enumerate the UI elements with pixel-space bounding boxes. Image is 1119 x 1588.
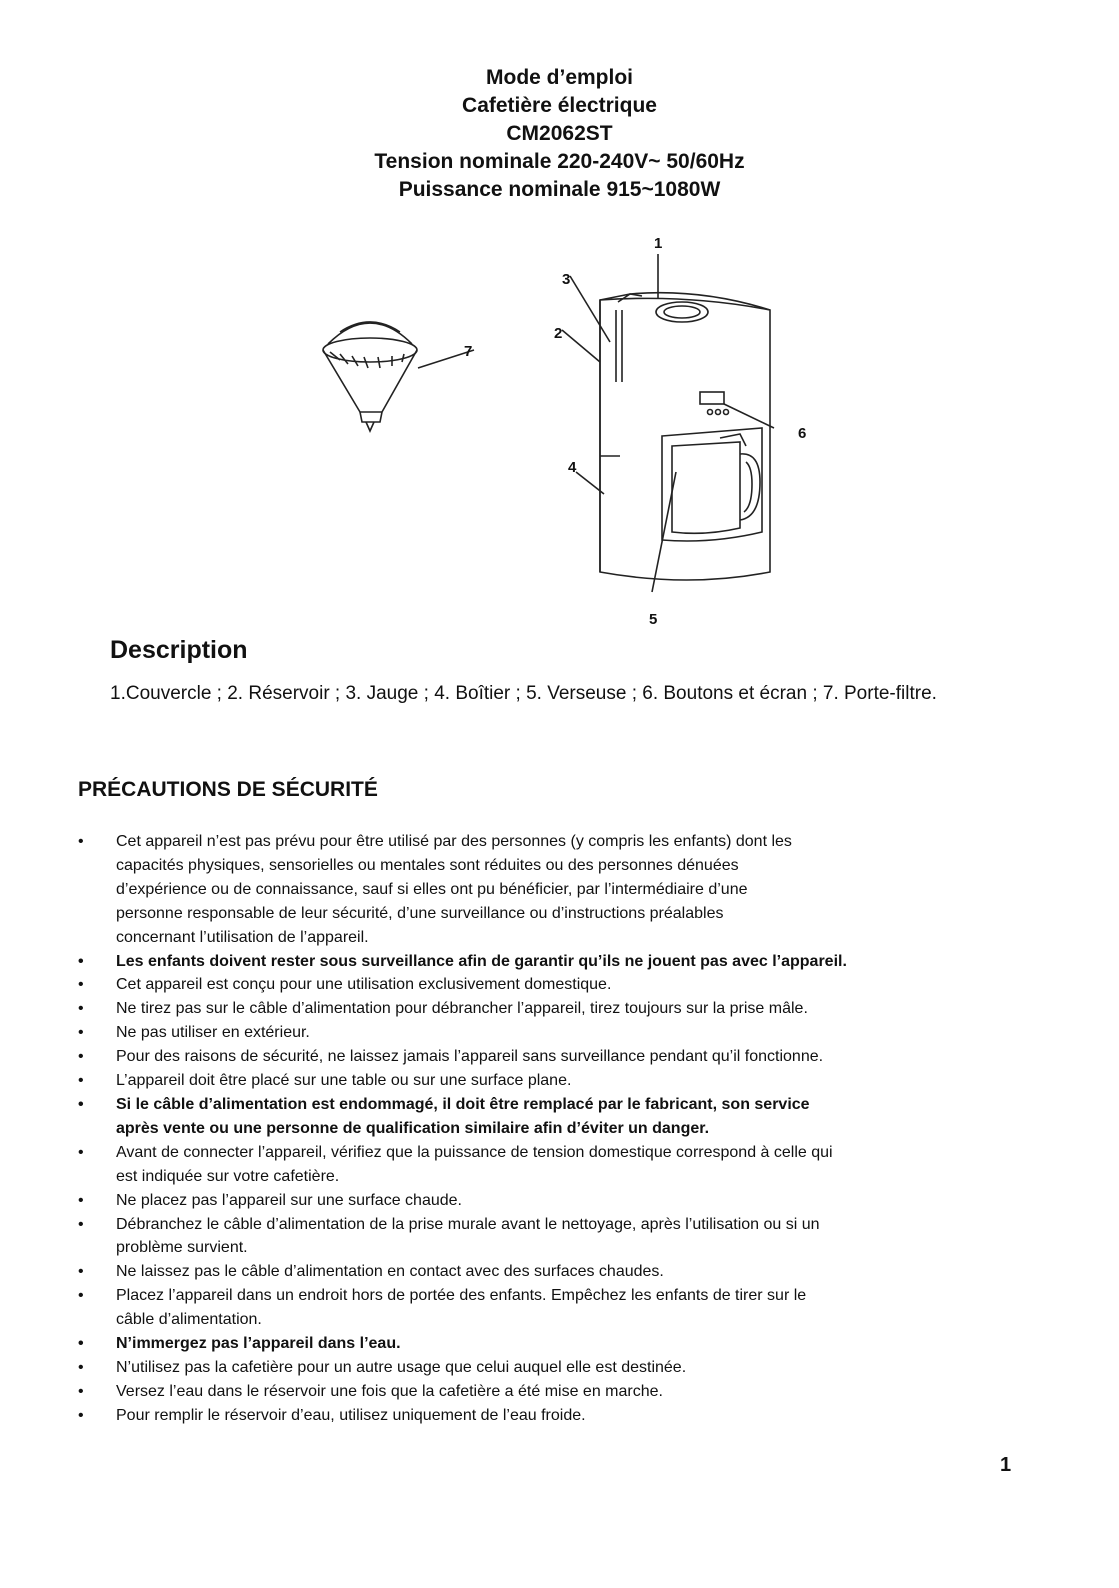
coffee-maker-body-drawing bbox=[600, 293, 770, 580]
safety-item bbox=[76, 830, 1046, 950]
safety-item-line: • Avant de connecter l’appareil, vérifiez que la puissance de tension domestique correspond à celle qui bbox=[116, 1143, 833, 1161]
safety-item-line: • Les enfants doivent rester sous surveillance afin de garantir qu’ils ne jouent pas avec l’appareil. bbox=[116, 952, 847, 970]
safety-item-line: • Pour remplir le réservoir d’eau, utilisez uniquement de l’eau froide. bbox=[116, 1406, 586, 1424]
safety-item-line: • Ne tirez pas sur le câble d’alimentation pour débrancher l’appareil, tirez toujours sur la prise mâle. bbox=[116, 1000, 808, 1018]
header-product: Cafetière électrique bbox=[462, 94, 657, 117]
callout-5: 5 bbox=[649, 611, 658, 628]
safety-item bbox=[76, 1093, 1046, 1141]
safety-item bbox=[76, 1356, 1046, 1380]
header-title: Mode d’emploi bbox=[486, 66, 633, 89]
safety-item-line: • N’immergez pas l’appareil dans l’eau. bbox=[116, 1335, 401, 1353]
safety-item bbox=[76, 1189, 1046, 1213]
coffee-maker-diagram bbox=[300, 232, 840, 632]
safety-item bbox=[76, 1260, 1046, 1284]
safety-item bbox=[76, 1141, 1046, 1189]
page-number: 1 bbox=[1000, 1454, 1012, 1476]
safety-item bbox=[76, 1284, 1046, 1332]
safety-item-line: • L’appareil doit être placé sur une table ou sur une surface plane. bbox=[116, 1072, 572, 1090]
safety-item bbox=[76, 1404, 1046, 1428]
safety-item-line: problème survient. bbox=[116, 1239, 248, 1257]
safety-item-line: • Ne placez pas l’appareil sur une surface chaude. bbox=[116, 1191, 462, 1209]
safety-item-line: • Débranchez le câble d’alimentation de la prise murale avant le nettoyage, après l’utilisation ou si un bbox=[116, 1215, 820, 1233]
header-power: Puissance nominale 915~1080W bbox=[398, 178, 721, 201]
callout-7: 7 bbox=[464, 343, 473, 360]
safety-item bbox=[76, 973, 1046, 997]
document-header bbox=[0, 64, 1119, 204]
description-heading: Description bbox=[110, 636, 248, 664]
callout-3: 3 bbox=[562, 271, 571, 288]
description-text: 1.Couvercle ; 2. Réservoir ; 3. Jauge ; 4. Boîtier ; 5. Verseuse ; 6. Boutons et écran ; 7. Porte-filtre. bbox=[110, 683, 937, 704]
safety-item-line: • N’utilisez pas la cafetière pour un autre usage que celui auquel elle est destinée. bbox=[116, 1358, 687, 1376]
safety-item-line: concernant l’utilisation de l’appareil. bbox=[116, 928, 369, 946]
filter-holder-drawing bbox=[323, 322, 417, 431]
safety-item-line: • Placez l’appareil dans un endroit hors de portée des enfants. Empêchez les enfants de tirer sur le bbox=[116, 1287, 807, 1305]
safety-item-line: • Cet appareil n’est pas prévu pour être utilisé par des personnes (y compris les enfants) dont les bbox=[116, 833, 792, 850]
safety-item-line: d’expérience ou de connaissance, sauf si elles ont pu bénéficier, par l’intermédiaire d’une bbox=[116, 880, 748, 898]
safety-item-line: • Cet appareil est conçu pour une utilisation exclusivement domestique. bbox=[116, 976, 612, 994]
safety-item-line: est indiquée sur votre cafetière. bbox=[116, 1167, 340, 1185]
safety-heading: PRÉCAUTIONS DE SÉCURITÉ bbox=[78, 778, 378, 801]
safety-item-line: • Ne pas utiliser en extérieur. bbox=[116, 1024, 310, 1042]
safety-item bbox=[76, 1045, 1046, 1069]
safety-item bbox=[76, 997, 1046, 1021]
safety-item bbox=[76, 1021, 1046, 1045]
safety-item-line: personne responsable de leur sécurité, d’une surveillance ou d’instructions préalables bbox=[116, 904, 724, 922]
callout-2: 2 bbox=[554, 325, 563, 342]
header-voltage: Tension nominale 220-240V~ 50/60Hz bbox=[374, 150, 745, 173]
safety-item-line: • Ne laissez pas le câble d’alimentation en contact avec des surfaces chaudes. bbox=[116, 1263, 664, 1281]
coffee-maker-illustration bbox=[300, 232, 840, 632]
safety-item bbox=[76, 1380, 1046, 1404]
safety-item bbox=[76, 1213, 1046, 1261]
safety-item-line: • Pour des raisons de sécurité, ne laissez jamais l’appareil sans surveillance pendant qu’il fonctionne. bbox=[116, 1048, 824, 1066]
callout-4: 4 bbox=[568, 459, 577, 476]
callout-1: 1 bbox=[654, 235, 663, 252]
safety-item bbox=[76, 1332, 1046, 1356]
safety-list bbox=[76, 830, 1046, 1428]
safety-item bbox=[76, 1069, 1046, 1093]
safety-item bbox=[76, 950, 1046, 974]
safety-item-line: • Si le câble d’alimentation est endommagé, il doit être remplacé par le fabricant, son service bbox=[116, 1095, 810, 1113]
safety-item-line: câble d’alimentation. bbox=[116, 1311, 262, 1329]
header-model: CM2062ST bbox=[506, 122, 613, 145]
safety-item-line: après vente ou une personne de qualification similaire afin d’éviter un danger. bbox=[116, 1119, 710, 1137]
callout-6: 6 bbox=[798, 425, 807, 442]
safety-item-line: • Versez l’eau dans le réservoir une fois que la cafetière a été mise en marche. bbox=[116, 1382, 663, 1400]
safety-item-line: capacités physiques, sensorielles ou mentales sont réduites ou des personnes dénuées bbox=[116, 856, 739, 874]
